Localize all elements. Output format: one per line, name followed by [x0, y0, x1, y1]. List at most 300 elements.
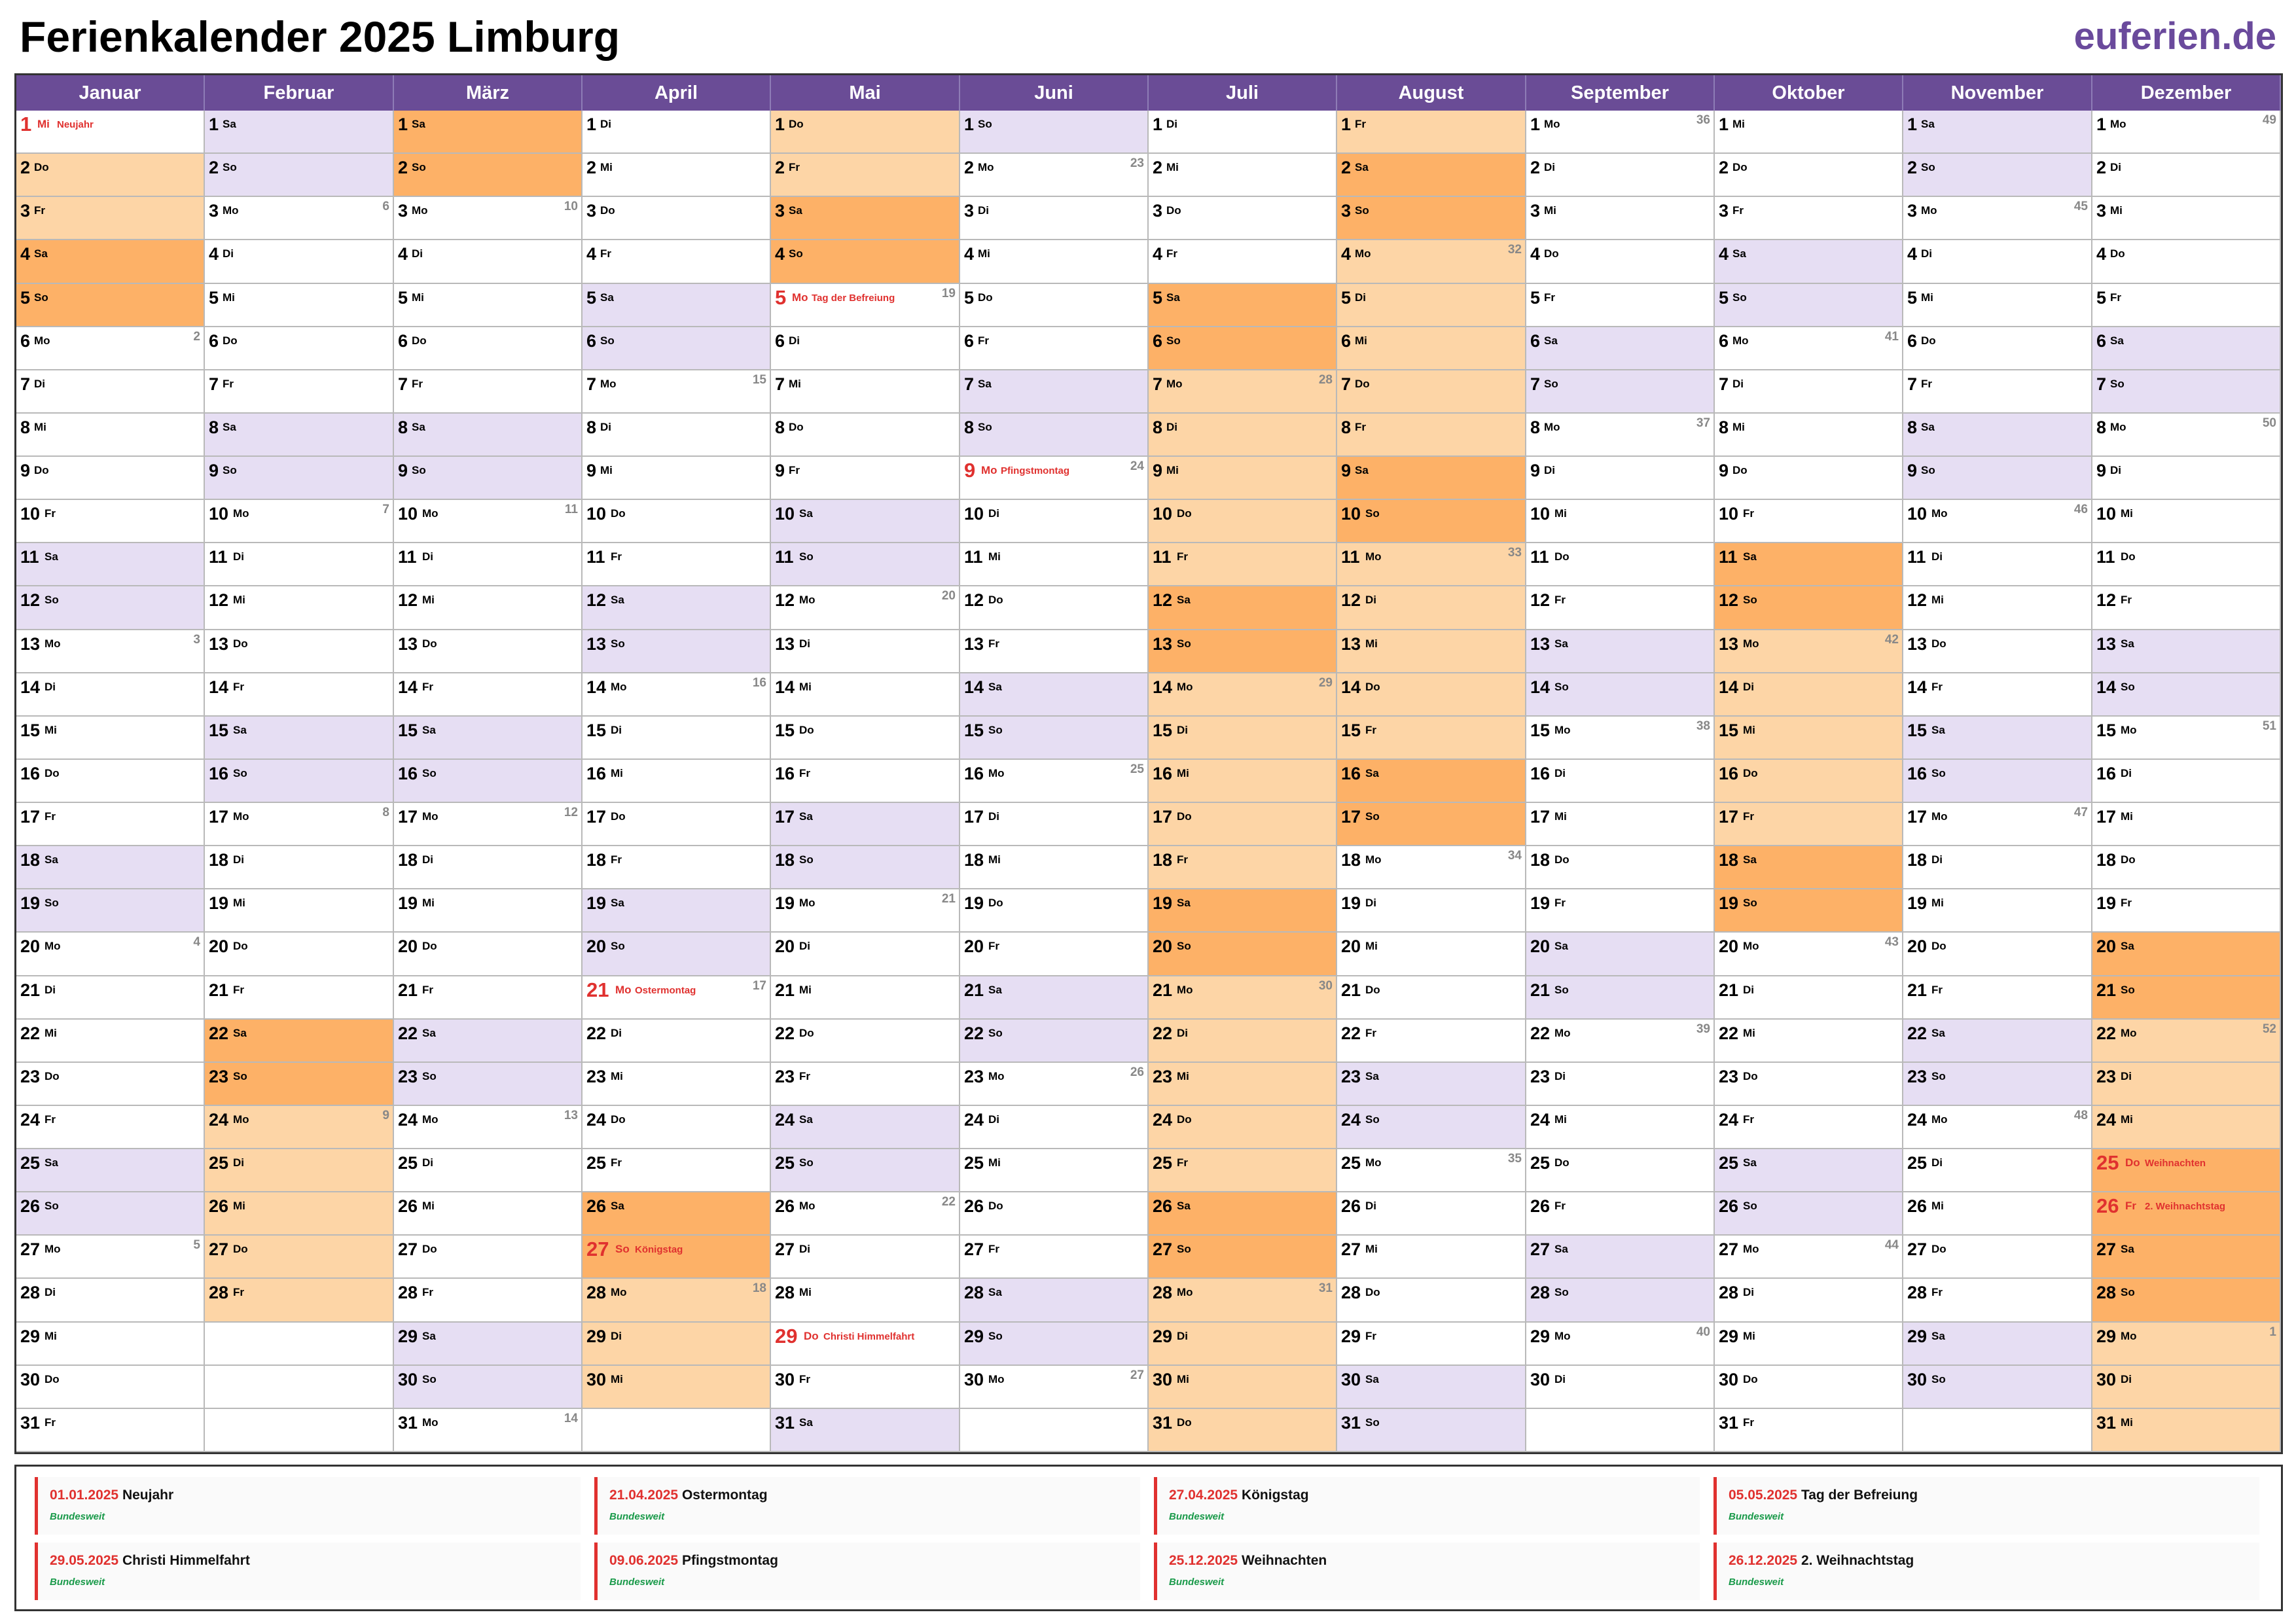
day-cell[interactable]	[960, 1149, 1149, 1192]
day-cell[interactable]	[1526, 760, 1715, 803]
day-cell[interactable]	[1526, 1192, 1715, 1236]
day-cell[interactable]	[2092, 414, 2281, 457]
day-cell[interactable]	[960, 543, 1149, 586]
day-cell[interactable]	[583, 846, 771, 889]
day-cell[interactable]	[1526, 1236, 1715, 1279]
day-cell[interactable]	[960, 1279, 1149, 1323]
day-cell[interactable]	[583, 457, 771, 500]
day-cell[interactable]	[1337, 1279, 1526, 1323]
day-cell[interactable]	[16, 111, 205, 154]
day-cell[interactable]	[2092, 717, 2281, 760]
day-cell[interactable]	[2092, 1366, 2281, 1409]
day-cell[interactable]	[1903, 803, 2092, 846]
day-cell[interactable]	[1526, 846, 1715, 889]
day-cell[interactable]	[583, 1366, 771, 1409]
day-cell[interactable]	[583, 1236, 771, 1279]
day-cell[interactable]	[583, 414, 771, 457]
day-cell[interactable]	[1337, 370, 1526, 414]
day-cell[interactable]	[1337, 1020, 1526, 1063]
day-cell[interactable]	[16, 1409, 205, 1452]
day-cell[interactable]	[2092, 889, 2281, 933]
day-cell[interactable]	[394, 1409, 583, 1452]
day-cell[interactable]	[960, 1366, 1149, 1409]
day-cell[interactable]	[1715, 240, 1903, 284]
day-cell[interactable]	[1903, 1106, 2092, 1149]
day-cell[interactable]	[1903, 1192, 2092, 1236]
day-cell[interactable]	[1526, 284, 1715, 327]
day-cell[interactable]	[1149, 1279, 1337, 1323]
day-cell[interactable]	[1337, 586, 1526, 630]
day-cell[interactable]	[960, 457, 1149, 500]
day-cell[interactable]	[1149, 933, 1337, 976]
day-cell[interactable]	[1149, 1106, 1337, 1149]
day-cell[interactable]	[1149, 500, 1337, 543]
day-cell[interactable]	[394, 1063, 583, 1106]
day-cell[interactable]	[16, 1020, 205, 1063]
day-cell[interactable]	[1526, 543, 1715, 586]
day-cell[interactable]	[2092, 111, 2281, 154]
day-cell[interactable]	[1715, 457, 1903, 500]
day-cell[interactable]	[960, 370, 1149, 414]
day-cell[interactable]	[2092, 240, 2281, 284]
day-cell[interactable]	[2092, 976, 2281, 1020]
day-cell[interactable]	[1903, 1323, 2092, 1366]
day-cell[interactable]	[205, 1149, 394, 1192]
day-cell[interactable]	[1337, 500, 1526, 543]
day-cell[interactable]	[1715, 1106, 1903, 1149]
day-cell[interactable]	[16, 803, 205, 846]
day-cell[interactable]	[16, 1279, 205, 1323]
day-cell[interactable]	[1715, 1409, 1903, 1452]
day-cell[interactable]	[771, 933, 960, 976]
day-cell[interactable]	[394, 154, 583, 197]
day-cell[interactable]	[205, 154, 394, 197]
day-cell[interactable]	[1715, 803, 1903, 846]
day-cell[interactable]	[2092, 1106, 2281, 1149]
day-cell[interactable]	[1526, 500, 1715, 543]
day-cell[interactable]	[205, 760, 394, 803]
day-cell[interactable]	[960, 976, 1149, 1020]
day-cell[interactable]	[394, 111, 583, 154]
day-cell[interactable]	[1903, 1020, 2092, 1063]
day-cell[interactable]	[1149, 673, 1337, 717]
day-cell[interactable]	[394, 1323, 583, 1366]
day-cell[interactable]	[16, 370, 205, 414]
day-cell[interactable]	[2092, 197, 2281, 240]
day-cell[interactable]	[394, 414, 583, 457]
day-cell[interactable]	[205, 457, 394, 500]
day-cell[interactable]	[583, 284, 771, 327]
day-cell[interactable]	[2092, 1192, 2281, 1236]
day-cell[interactable]	[771, 630, 960, 673]
day-cell[interactable]	[1526, 586, 1715, 630]
day-cell[interactable]	[1149, 414, 1337, 457]
day-cell[interactable]	[1715, 976, 1903, 1020]
day-cell[interactable]	[205, 370, 394, 414]
day-cell[interactable]	[1337, 414, 1526, 457]
day-cell[interactable]	[1149, 327, 1337, 370]
day-cell[interactable]	[205, 1192, 394, 1236]
day-cell[interactable]	[1715, 197, 1903, 240]
day-cell[interactable]	[771, 673, 960, 717]
day-cell[interactable]	[2092, 457, 2281, 500]
day-cell[interactable]	[1903, 240, 2092, 284]
day-cell[interactable]	[1903, 543, 2092, 586]
day-cell[interactable]	[394, 1192, 583, 1236]
day-cell[interactable]	[583, 154, 771, 197]
day-cell[interactable]	[394, 1366, 583, 1409]
day-cell[interactable]	[1149, 111, 1337, 154]
day-cell[interactable]	[1715, 846, 1903, 889]
day-cell[interactable]	[1715, 586, 1903, 630]
day-cell[interactable]	[1337, 543, 1526, 586]
day-cell[interactable]	[771, 457, 960, 500]
day-cell[interactable]	[1903, 1149, 2092, 1192]
day-cell[interactable]	[1149, 586, 1337, 630]
day-cell[interactable]	[205, 1020, 394, 1063]
day-cell[interactable]	[394, 803, 583, 846]
day-cell[interactable]	[394, 500, 583, 543]
day-cell[interactable]	[16, 240, 205, 284]
day-cell[interactable]	[1715, 1192, 1903, 1236]
day-cell[interactable]	[1903, 457, 2092, 500]
day-cell[interactable]	[1149, 889, 1337, 933]
day-cell[interactable]	[1526, 414, 1715, 457]
day-cell[interactable]	[205, 327, 394, 370]
day-cell[interactable]	[960, 846, 1149, 889]
day-cell[interactable]	[1149, 197, 1337, 240]
day-cell[interactable]	[1903, 1063, 2092, 1106]
day-cell[interactable]	[1903, 500, 2092, 543]
day-cell[interactable]	[1715, 154, 1903, 197]
day-cell[interactable]	[1526, 1279, 1715, 1323]
day-cell[interactable]	[16, 543, 205, 586]
day-cell[interactable]	[394, 1279, 583, 1323]
day-cell[interactable]	[1526, 803, 1715, 846]
day-cell[interactable]	[1526, 1106, 1715, 1149]
day-cell[interactable]	[394, 760, 583, 803]
day-cell[interactable]	[1715, 1149, 1903, 1192]
day-cell[interactable]	[771, 586, 960, 630]
day-cell[interactable]	[1149, 630, 1337, 673]
day-cell[interactable]	[205, 284, 394, 327]
day-cell[interactable]	[205, 414, 394, 457]
day-cell[interactable]	[394, 197, 583, 240]
day-cell[interactable]	[16, 846, 205, 889]
day-cell[interactable]	[960, 717, 1149, 760]
day-cell[interactable]	[2092, 1020, 2281, 1063]
day-cell[interactable]	[16, 284, 205, 327]
day-cell[interactable]	[394, 630, 583, 673]
day-cell[interactable]	[2092, 154, 2281, 197]
day-cell[interactable]	[1903, 284, 2092, 327]
day-cell[interactable]	[771, 1149, 960, 1192]
day-cell[interactable]	[960, 327, 1149, 370]
day-cell[interactable]	[205, 543, 394, 586]
day-cell[interactable]	[1903, 586, 2092, 630]
day-cell[interactable]	[2092, 543, 2281, 586]
day-cell[interactable]	[583, 630, 771, 673]
day-cell[interactable]	[771, 1366, 960, 1409]
day-cell[interactable]	[16, 197, 205, 240]
day-cell[interactable]	[1337, 846, 1526, 889]
day-cell[interactable]	[1149, 284, 1337, 327]
day-cell[interactable]	[16, 717, 205, 760]
day-cell[interactable]	[16, 1192, 205, 1236]
day-cell[interactable]	[771, 414, 960, 457]
day-cell[interactable]	[2092, 1236, 2281, 1279]
day-cell[interactable]	[2092, 586, 2281, 630]
day-cell[interactable]	[1149, 717, 1337, 760]
day-cell[interactable]	[205, 673, 394, 717]
day-cell[interactable]	[771, 1279, 960, 1323]
day-cell[interactable]	[2092, 630, 2281, 673]
day-cell[interactable]	[960, 1063, 1149, 1106]
day-cell[interactable]	[1337, 717, 1526, 760]
day-cell[interactable]	[16, 976, 205, 1020]
day-cell[interactable]	[1149, 1063, 1337, 1106]
day-cell[interactable]	[583, 500, 771, 543]
day-cell[interactable]	[771, 1106, 960, 1149]
day-cell[interactable]	[771, 1409, 960, 1452]
day-cell[interactable]	[394, 1106, 583, 1149]
day-cell[interactable]	[771, 240, 960, 284]
day-cell[interactable]	[16, 673, 205, 717]
day-cell[interactable]	[1526, 1323, 1715, 1366]
day-cell[interactable]	[1903, 933, 2092, 976]
day-cell[interactable]	[1337, 240, 1526, 284]
day-cell[interactable]	[2092, 933, 2281, 976]
day-cell[interactable]	[1715, 370, 1903, 414]
day-cell[interactable]	[1903, 846, 2092, 889]
day-cell[interactable]	[1715, 673, 1903, 717]
day-cell[interactable]	[771, 760, 960, 803]
day-cell[interactable]	[1715, 284, 1903, 327]
day-cell[interactable]	[1903, 889, 2092, 933]
day-cell[interactable]	[771, 1020, 960, 1063]
day-cell[interactable]	[394, 1020, 583, 1063]
day-cell[interactable]	[1526, 327, 1715, 370]
day-cell[interactable]	[1526, 1149, 1715, 1192]
day-cell[interactable]	[960, 1192, 1149, 1236]
day-cell[interactable]	[205, 933, 394, 976]
day-cell[interactable]	[771, 154, 960, 197]
day-cell[interactable]	[1337, 1323, 1526, 1366]
day-cell[interactable]	[771, 543, 960, 586]
day-cell[interactable]	[205, 111, 394, 154]
brand-logo-text[interactable]: euferien.de	[2073, 15, 2276, 58]
day-cell[interactable]	[583, 197, 771, 240]
day-cell[interactable]	[1337, 1192, 1526, 1236]
day-cell[interactable]	[16, 457, 205, 500]
day-cell[interactable]	[1715, 111, 1903, 154]
day-cell[interactable]	[1149, 1323, 1337, 1366]
day-cell[interactable]	[771, 889, 960, 933]
day-cell[interactable]	[2092, 1279, 2281, 1323]
day-cell[interactable]	[1526, 111, 1715, 154]
day-cell[interactable]	[1337, 1149, 1526, 1192]
day-cell[interactable]	[394, 457, 583, 500]
day-cell[interactable]	[2092, 760, 2281, 803]
day-cell[interactable]	[1715, 414, 1903, 457]
day-cell[interactable]	[1149, 1366, 1337, 1409]
day-cell[interactable]	[394, 673, 583, 717]
day-cell[interactable]	[1903, 197, 2092, 240]
day-cell[interactable]	[1903, 717, 2092, 760]
day-cell[interactable]	[1526, 630, 1715, 673]
day-cell[interactable]	[583, 370, 771, 414]
day-cell[interactable]	[1715, 760, 1903, 803]
day-cell[interactable]	[205, 500, 394, 543]
day-cell[interactable]	[771, 284, 960, 327]
day-cell[interactable]	[583, 111, 771, 154]
day-cell[interactable]	[394, 543, 583, 586]
day-cell[interactable]	[1715, 1020, 1903, 1063]
day-cell[interactable]	[960, 630, 1149, 673]
day-cell[interactable]	[1149, 803, 1337, 846]
day-cell[interactable]	[1903, 327, 2092, 370]
day-cell[interactable]	[16, 933, 205, 976]
day-cell[interactable]	[394, 1149, 583, 1192]
day-cell[interactable]	[960, 240, 1149, 284]
day-cell[interactable]	[16, 1323, 205, 1366]
day-cell[interactable]	[1149, 760, 1337, 803]
day-cell[interactable]	[1149, 1192, 1337, 1236]
day-cell[interactable]	[2092, 1063, 2281, 1106]
day-cell[interactable]	[960, 933, 1149, 976]
day-cell[interactable]	[1149, 370, 1337, 414]
day-cell[interactable]	[1715, 933, 1903, 976]
day-cell[interactable]	[394, 284, 583, 327]
day-cell[interactable]	[205, 803, 394, 846]
day-cell[interactable]	[960, 1106, 1149, 1149]
day-cell[interactable]	[1903, 111, 2092, 154]
day-cell[interactable]	[2092, 846, 2281, 889]
day-cell[interactable]	[1337, 154, 1526, 197]
day-cell[interactable]	[1715, 717, 1903, 760]
day-cell[interactable]	[394, 586, 583, 630]
day-cell[interactable]	[960, 284, 1149, 327]
day-cell[interactable]	[16, 586, 205, 630]
day-cell[interactable]	[960, 803, 1149, 846]
day-cell[interactable]	[1526, 889, 1715, 933]
day-cell[interactable]	[1337, 197, 1526, 240]
day-cell[interactable]	[771, 327, 960, 370]
day-cell[interactable]	[1903, 370, 2092, 414]
day-cell[interactable]	[771, 500, 960, 543]
day-cell[interactable]	[205, 717, 394, 760]
day-cell[interactable]	[771, 1063, 960, 1106]
day-cell[interactable]	[1526, 717, 1715, 760]
day-cell[interactable]	[205, 1236, 394, 1279]
day-cell[interactable]	[1903, 630, 2092, 673]
day-cell[interactable]	[1526, 154, 1715, 197]
day-cell[interactable]	[960, 760, 1149, 803]
day-cell[interactable]	[960, 154, 1149, 197]
day-cell[interactable]	[960, 500, 1149, 543]
day-cell[interactable]	[1526, 197, 1715, 240]
day-cell[interactable]	[960, 889, 1149, 933]
day-cell[interactable]	[1526, 1366, 1715, 1409]
day-cell[interactable]	[1337, 673, 1526, 717]
day-cell[interactable]	[16, 1106, 205, 1149]
day-cell[interactable]	[1149, 154, 1337, 197]
day-cell[interactable]	[1715, 1279, 1903, 1323]
day-cell[interactable]	[960, 586, 1149, 630]
day-cell[interactable]	[960, 1323, 1149, 1366]
day-cell[interactable]	[1526, 240, 1715, 284]
day-cell[interactable]	[583, 933, 771, 976]
day-cell[interactable]	[583, 889, 771, 933]
day-cell[interactable]	[1149, 543, 1337, 586]
day-cell[interactable]	[771, 846, 960, 889]
day-cell[interactable]	[1715, 543, 1903, 586]
day-cell[interactable]	[1337, 889, 1526, 933]
day-cell[interactable]	[1337, 933, 1526, 976]
day-cell[interactable]	[205, 240, 394, 284]
day-cell[interactable]	[394, 240, 583, 284]
day-cell[interactable]	[583, 1020, 771, 1063]
day-cell[interactable]	[1337, 1106, 1526, 1149]
day-cell[interactable]	[1149, 1409, 1337, 1452]
day-cell[interactable]	[583, 760, 771, 803]
day-cell[interactable]	[1903, 1236, 2092, 1279]
day-cell[interactable]	[960, 111, 1149, 154]
day-cell[interactable]	[1526, 370, 1715, 414]
day-cell[interactable]	[960, 1236, 1149, 1279]
day-cell[interactable]	[1715, 889, 1903, 933]
day-cell[interactable]	[16, 327, 205, 370]
day-cell[interactable]	[1526, 1020, 1715, 1063]
day-cell[interactable]	[583, 543, 771, 586]
day-cell[interactable]	[1526, 976, 1715, 1020]
day-cell[interactable]	[583, 1279, 771, 1323]
day-cell[interactable]	[2092, 284, 2281, 327]
day-cell[interactable]	[2092, 1323, 2281, 1366]
day-cell[interactable]	[205, 586, 394, 630]
day-cell[interactable]	[1715, 630, 1903, 673]
day-cell[interactable]	[2092, 370, 2281, 414]
day-cell[interactable]	[771, 1236, 960, 1279]
day-cell[interactable]	[583, 1192, 771, 1236]
day-cell[interactable]	[16, 1063, 205, 1106]
day-cell[interactable]	[1903, 1366, 2092, 1409]
day-cell[interactable]	[16, 414, 205, 457]
day-cell[interactable]	[16, 154, 205, 197]
day-cell[interactable]	[583, 976, 771, 1020]
day-cell[interactable]	[1337, 327, 1526, 370]
day-cell[interactable]	[583, 327, 771, 370]
day-cell[interactable]	[583, 240, 771, 284]
day-cell[interactable]	[1715, 1323, 1903, 1366]
day-cell[interactable]	[960, 1020, 1149, 1063]
day-cell[interactable]	[1715, 1063, 1903, 1106]
day-cell[interactable]	[205, 1063, 394, 1106]
day-cell[interactable]	[1903, 673, 2092, 717]
day-cell[interactable]	[205, 1106, 394, 1149]
day-cell[interactable]	[1903, 976, 2092, 1020]
day-cell[interactable]	[205, 197, 394, 240]
day-cell[interactable]	[1337, 284, 1526, 327]
day-cell[interactable]	[2092, 1149, 2281, 1192]
day-cell[interactable]	[1337, 457, 1526, 500]
day-cell[interactable]	[1715, 1366, 1903, 1409]
day-cell[interactable]	[16, 1149, 205, 1192]
day-cell[interactable]	[1337, 1236, 1526, 1279]
day-cell[interactable]	[16, 889, 205, 933]
day-cell[interactable]	[771, 197, 960, 240]
day-cell[interactable]	[1149, 976, 1337, 1020]
